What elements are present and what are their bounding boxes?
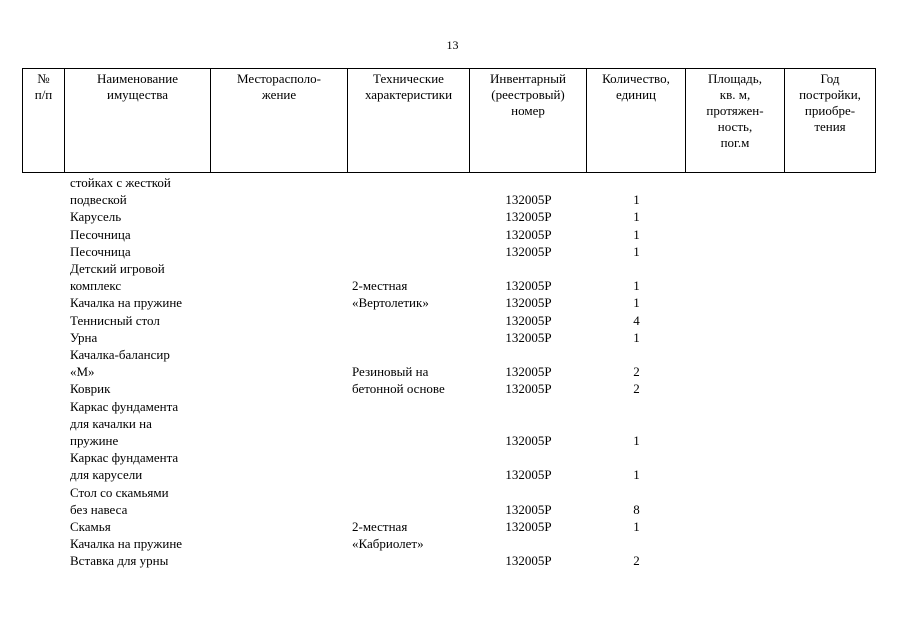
page-number: 13 [446,38,459,52]
item-specs: 2-местная [352,519,408,534]
item-inventory-number: 132005Р [505,312,552,328]
header-year: Год постройки, приобре- тения [785,69,876,173]
item-specs: бетонной основе [352,381,445,397]
item-specs: «Кабриолет» [352,536,424,552]
item-quantity: 1 [633,192,640,208]
item-inventory-number: 132005Р [505,381,552,397]
item-inventory-number: 132005Р [505,501,552,517]
item-inventory-number: 132005Р [505,553,552,569]
item-name: Каркас фундамента для качалки на пружине [70,398,179,448]
item-name: Качалка на пружине [70,295,183,311]
item-name: Качалка на пружине [70,536,183,552]
item-inventory-number: 132005Р [505,192,552,208]
item-quantity: 1 [633,243,640,259]
header-inventory-number: Инвентарный (реестровый) номер [470,69,587,173]
item-quantity: 2 [633,364,640,380]
item-name: Качалка-балансир «М» [70,347,170,380]
header-name: Наименование имущества [65,69,211,173]
item-name: Детский игровой комплекс [70,261,165,294]
item-quantity: 1 [633,209,640,225]
item-name: Карусель [70,209,122,225]
item-name: Скамья [70,519,111,534]
item-quantity: 8 [633,501,640,517]
header-specs: Технические характеристики [348,69,470,173]
item-quantity: 1 [633,295,640,311]
item-inventory-number: 132005Р [505,467,552,483]
item-quantity: 1 [633,226,640,242]
item-quantity: 1 [633,433,640,448]
header-quantity: Количество, единиц [587,69,686,173]
item-quantity: 2 [633,381,640,397]
item-name: Вставка для урны [70,553,169,569]
item-quantity: 1 [633,278,640,294]
header-area: Площадь, кв. м, протяжен- ность, пог.м [686,69,785,173]
item-inventory-number: 132005Р [505,226,552,242]
item-name: Песочница [70,243,131,259]
item-name: Стол со скамьями без навеса [70,484,169,517]
item-specs: «Вертолетик» [352,295,429,311]
item-quantity: 4 [633,312,640,328]
item-inventory-number: 132005Р [505,433,552,448]
item-name: Урна [70,329,98,345]
item-name: Теннисный стол [70,312,160,328]
item-name: Коврик [70,381,111,397]
item-specs: Резиновый на [352,364,429,380]
header-location: Месторасполо- жение [211,69,348,173]
item-inventory-number: 132005Р [505,519,552,534]
item-quantity: 2 [633,553,640,569]
item-specs: 2-местная [352,278,408,294]
item-inventory-number: 132005Р [505,329,552,345]
item-quantity: 1 [633,519,640,534]
item-inventory-number: 132005Р [505,278,552,294]
item-inventory-number: 132005Р [505,209,552,225]
item-name: Каркас фундамента для карусели [70,450,179,483]
item-inventory-number: 132005Р [505,364,552,380]
item-quantity: 1 [633,329,640,345]
item-inventory-number: 132005Р [505,295,552,311]
header-row-number: № п/п [23,69,65,173]
item-name: Песочница [70,226,131,242]
item-name: стойках с жесткой подвеской [70,175,171,208]
item-inventory-number: 132005Р [505,243,552,259]
item-quantity: 1 [633,467,640,483]
